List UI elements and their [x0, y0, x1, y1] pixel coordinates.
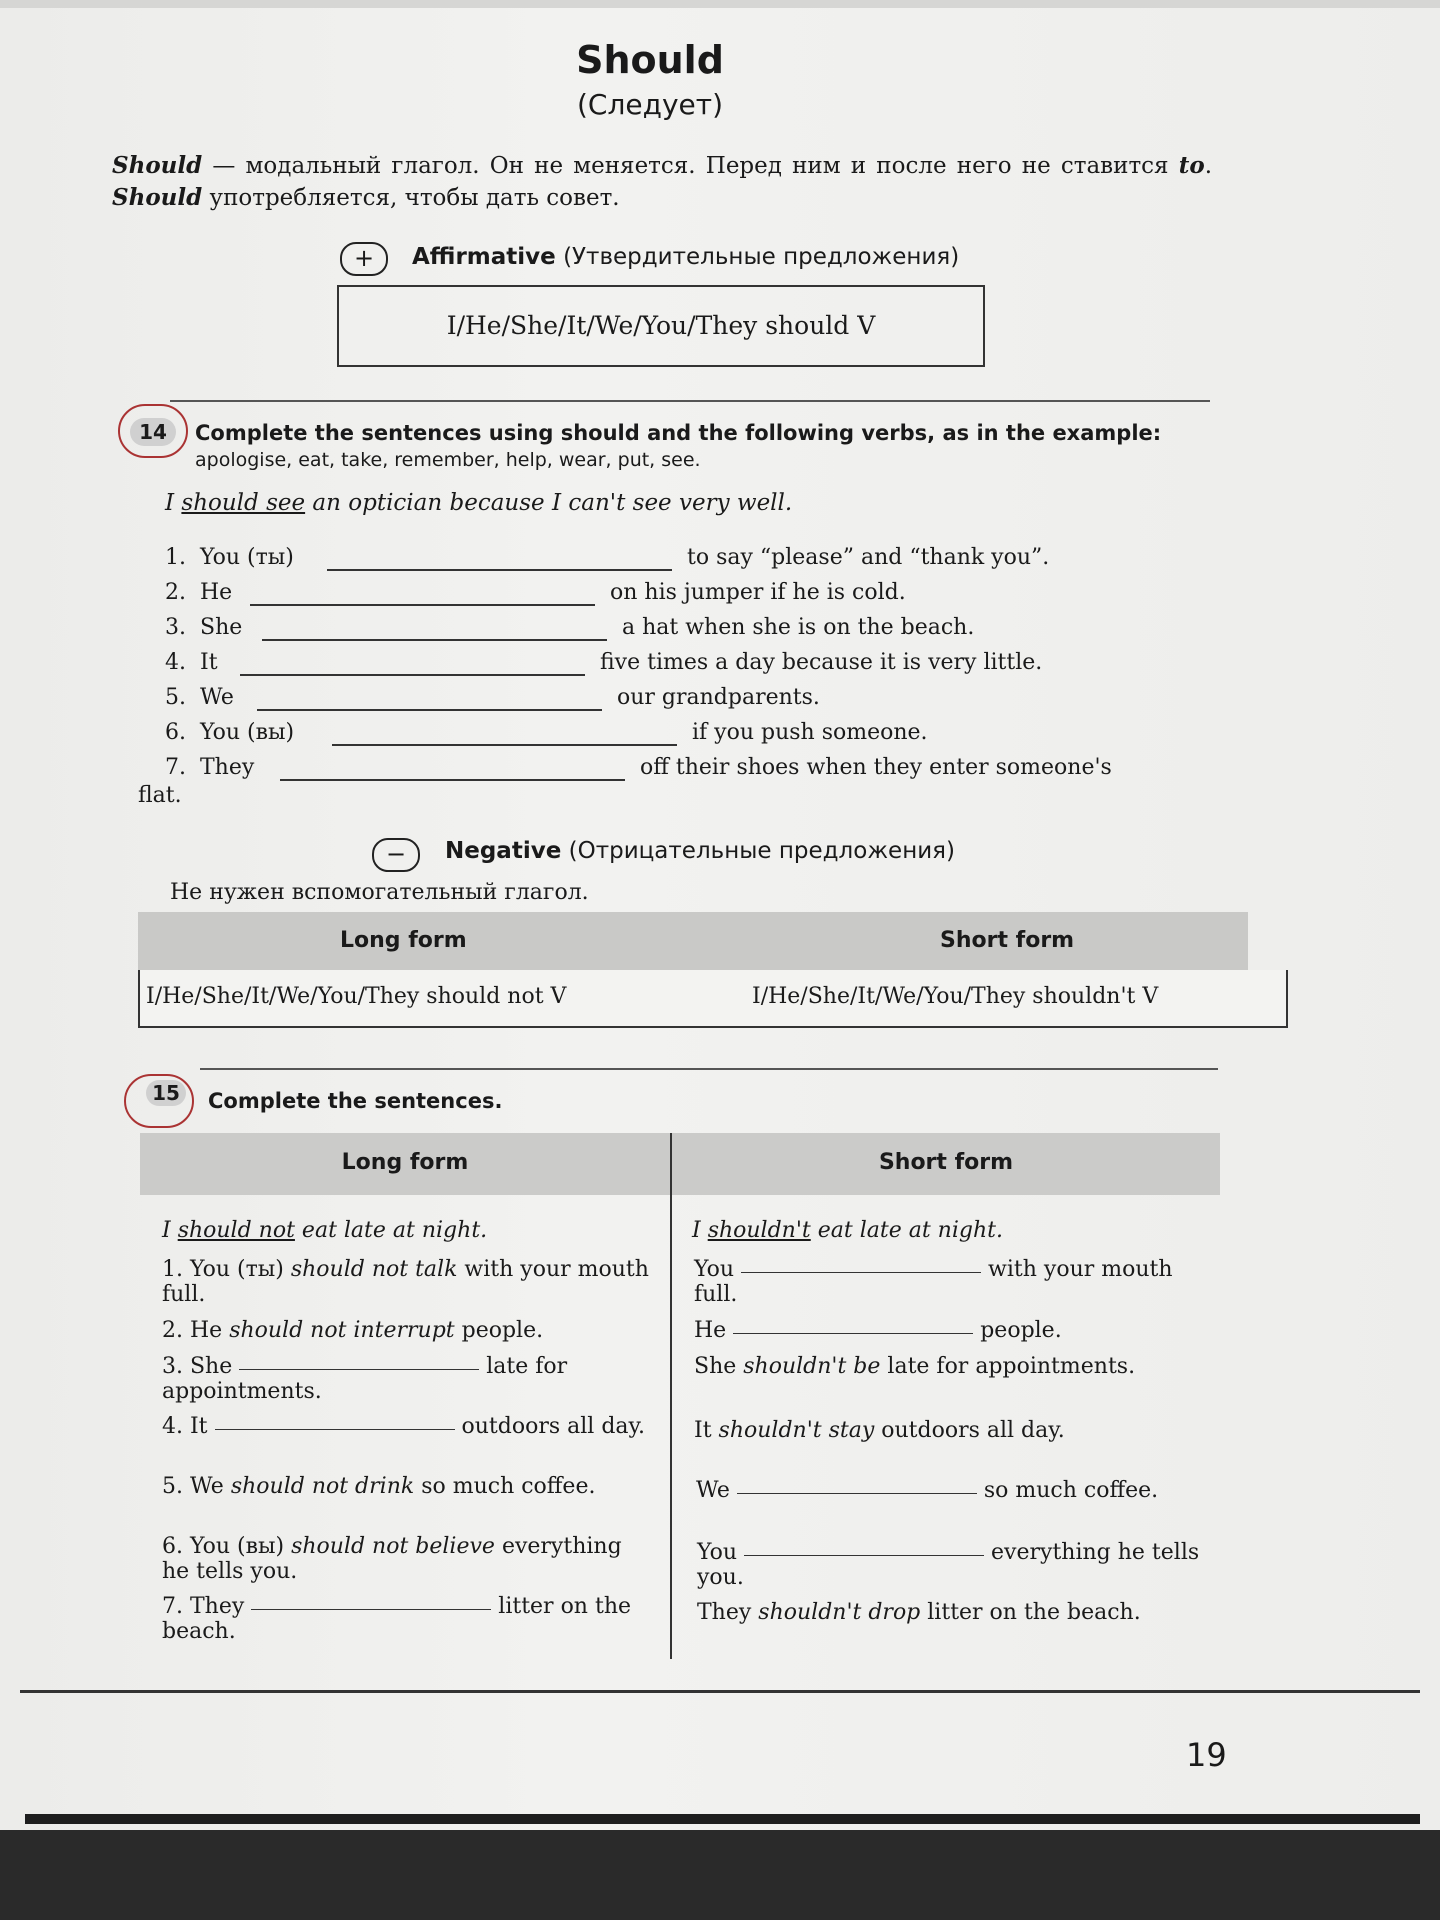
ex-answer: should not	[177, 1218, 295, 1243]
minus-icon: −	[372, 838, 420, 872]
page-number: 19	[1186, 1736, 1227, 1774]
negative-table-header	[138, 912, 1248, 970]
item-number: 7.	[165, 755, 186, 780]
item-end: so much coffee.	[414, 1474, 596, 1499]
ex15-long-item-7	[162, 1594, 652, 1644]
item-end: everything he tells you.	[697, 1540, 1200, 1590]
intro-should-2: Should	[112, 184, 203, 211]
ex15-short-item-2	[694, 1318, 1199, 1343]
plus-icon: +	[340, 242, 388, 276]
exercise-14-item-5	[165, 685, 1215, 719]
negative-label: Negative	[445, 838, 562, 864]
ex15-long-item-3	[162, 1354, 652, 1404]
item-verb: shouldn't drop	[758, 1600, 921, 1625]
item-number: 2.	[165, 580, 186, 605]
item-rest-wrap: flat.	[138, 783, 182, 808]
example-post: an optician because I can't see very well.	[305, 490, 793, 516]
item-end: so much coffee.	[983, 1478, 1159, 1503]
answer-blank[interactable]	[262, 639, 607, 641]
exercise-15-column-divider	[670, 1133, 672, 1659]
footer-rule	[20, 1690, 1420, 1693]
negative-long-formula: I/He/She/It/We/You/They should not V	[146, 984, 567, 1009]
affirmative-label: Affirmative	[412, 244, 556, 270]
item-start: 5. We	[162, 1474, 231, 1499]
ex15-long-item-6	[162, 1534, 652, 1584]
item-start: 1. You (ты)	[162, 1257, 291, 1282]
item-start: You	[694, 1257, 735, 1282]
exercise-14-instruction	[195, 420, 1210, 473]
answer-blank[interactable]	[733, 1333, 973, 1335]
item-subject: You (ты)	[200, 545, 294, 570]
item-end: outdoors all day.	[461, 1414, 646, 1439]
item-rest: five times a day because it is very little.	[600, 650, 1043, 675]
page-bottom-edge	[25, 1814, 1420, 1824]
item-end: litter on the beach.	[162, 1594, 632, 1644]
intro-should-1: Should	[112, 152, 203, 179]
ex-pre: I	[162, 1218, 178, 1243]
intro-text-1: — модальный глагол. Он не меняется. Перед ним и после него не ставится	[202, 153, 1179, 179]
item-verb: should not interrupt	[229, 1318, 455, 1343]
ex15-short-item-5	[696, 1478, 1201, 1503]
item-rest: our grandparents.	[617, 685, 820, 710]
ex15-short-item-7	[697, 1600, 1202, 1625]
head-short-label: Short form	[878, 1150, 1014, 1175]
exercise-14-item-2	[165, 580, 1215, 614]
ex-pre: I	[692, 1218, 708, 1243]
item-start: You	[697, 1540, 738, 1565]
head-long-label: Long form	[341, 1150, 469, 1175]
ex15-long-item-5	[162, 1474, 652, 1499]
ex15-long-item-2	[162, 1318, 652, 1343]
item-start: 6. You (вы)	[162, 1534, 292, 1559]
item-rest: a hat when she is on the beach.	[622, 615, 975, 640]
ex15-short-item-1	[694, 1257, 1199, 1307]
negative-head-short: Short form	[940, 928, 1075, 953]
item-verb: shouldn't be	[743, 1354, 881, 1379]
item-start: 4. It	[162, 1414, 208, 1439]
exercise-14-verbs: apologise, eat, take, remember, help, wear, put, see.	[195, 449, 701, 471]
item-start: 7. They	[162, 1594, 245, 1619]
page-subtitle: (Следует)	[577, 88, 723, 121]
item-end: outdoors all day.	[874, 1418, 1065, 1443]
exercise-15-instruction: Complete the sentences.	[208, 1089, 503, 1113]
item-subject: They	[200, 755, 255, 780]
ex15-example-long	[162, 1218, 657, 1243]
negative-heading	[445, 838, 955, 864]
item-subject: She	[200, 615, 243, 640]
item-subject: You (вы)	[200, 720, 295, 745]
exercise-14-number: 14	[130, 418, 176, 446]
item-number: 6.	[165, 720, 186, 745]
affirmative-formula-box: I/He/She/It/We/You/They should V	[337, 285, 985, 367]
affirmative-label-ru: (Утвердительные предложения)	[563, 244, 960, 270]
ex15-long-item-1	[162, 1257, 652, 1307]
answer-blank[interactable]	[240, 674, 585, 676]
answer-blank[interactable]	[737, 1493, 977, 1495]
exercise-14-item-1	[165, 545, 1215, 579]
answer-blank[interactable]	[239, 1369, 479, 1371]
item-number: 3.	[165, 615, 186, 640]
answer-blank[interactable]	[332, 744, 677, 746]
item-start: She	[694, 1354, 744, 1379]
negative-table-row	[138, 970, 1288, 1028]
exercise-14-item-4	[165, 650, 1215, 684]
item-subject: We	[200, 685, 234, 710]
item-start: 3. She	[162, 1354, 233, 1379]
item-rest: to say “please” and “thank you”.	[687, 545, 1050, 570]
intro-text-3: употребляется, чтобы дать совет.	[202, 185, 620, 211]
ex-post: eat late at night.	[810, 1218, 1003, 1243]
negative-note: Не нужен вспомогательный глагол.	[170, 880, 589, 905]
page-title: Should	[576, 38, 724, 82]
answer-blank[interactable]	[215, 1429, 455, 1431]
item-verb: should not drink	[230, 1474, 415, 1499]
item-end: litter on the beach.	[920, 1600, 1141, 1625]
background-below-page	[0, 1830, 1440, 1920]
item-start: He	[694, 1318, 727, 1343]
item-rest: if you push someone.	[692, 720, 928, 745]
item-subject: He	[200, 580, 233, 605]
ex15-long-item-4	[162, 1414, 652, 1439]
page-top-edge	[0, 0, 1440, 8]
exercise-15-head-long	[140, 1133, 670, 1195]
item-end: people.	[454, 1318, 544, 1343]
item-rest: on his jumper if he is cold.	[610, 580, 906, 605]
exercise-15-number: 15	[146, 1080, 186, 1106]
negative-label-ru: (Отрицательные предложения)	[568, 838, 955, 864]
exercise-14-item-3	[165, 615, 1215, 649]
exercise-14-instruction-bold: Complete the sentences using should and the following verbs, as in the example:	[195, 421, 1162, 445]
answer-blank[interactable]	[250, 604, 595, 606]
exercise-14-item-7-wrap	[138, 783, 1188, 817]
negative-short-formula: I/He/She/It/We/You/They shouldn't V	[752, 984, 1159, 1009]
item-verb: shouldn't stay	[718, 1418, 875, 1443]
example-answer: should see	[181, 490, 306, 516]
section-divider	[170, 400, 1210, 402]
item-start: They	[697, 1600, 759, 1625]
item-end: late for appointments.	[162, 1354, 568, 1404]
item-number: 4.	[165, 650, 186, 675]
answer-blank[interactable]	[251, 1609, 491, 1611]
item-end: with your mouth full.	[162, 1257, 649, 1307]
item-end: late for appointments.	[880, 1354, 1136, 1379]
intro-text-2: .	[1204, 153, 1212, 179]
item-start: We	[696, 1478, 730, 1503]
exercise-15-head-short	[672, 1133, 1220, 1195]
ex-answer: shouldn't	[707, 1218, 811, 1243]
item-verb: should not talk	[290, 1257, 458, 1282]
intro-to: to	[1178, 152, 1205, 179]
exercise-14-example	[165, 490, 792, 516]
item-subject: It	[200, 650, 218, 675]
answer-blank[interactable]	[280, 779, 625, 781]
exercise-14-item-6	[165, 720, 1215, 754]
item-end: everything he tells you.	[162, 1534, 622, 1584]
answer-blank[interactable]	[257, 709, 602, 711]
item-rest: off their shoes when they enter someone's	[640, 755, 1112, 780]
negative-head-long: Long form	[340, 928, 467, 953]
intro-paragraph	[112, 150, 1212, 214]
ex15-short-item-6	[697, 1540, 1202, 1590]
example-pre: I	[165, 490, 182, 516]
item-end: people.	[980, 1318, 1062, 1343]
answer-blank[interactable]	[741, 1272, 981, 1274]
ex15-example-short	[692, 1218, 1202, 1243]
item-end: with your mouth full.	[694, 1257, 1173, 1307]
item-start: 2. He	[162, 1318, 230, 1343]
answer-blank[interactable]	[744, 1555, 984, 1557]
item-verb: should not believe	[291, 1534, 495, 1559]
ex15-short-item-4	[694, 1418, 1199, 1443]
affirmative-heading	[412, 244, 959, 270]
section-divider	[200, 1068, 1218, 1070]
ex15-short-item-3	[694, 1354, 1199, 1379]
ex-post: eat late at night.	[294, 1218, 488, 1243]
item-number: 5.	[165, 685, 186, 710]
item-number: 1.	[165, 545, 186, 570]
item-start: It	[694, 1418, 719, 1443]
answer-blank[interactable]	[327, 569, 672, 571]
